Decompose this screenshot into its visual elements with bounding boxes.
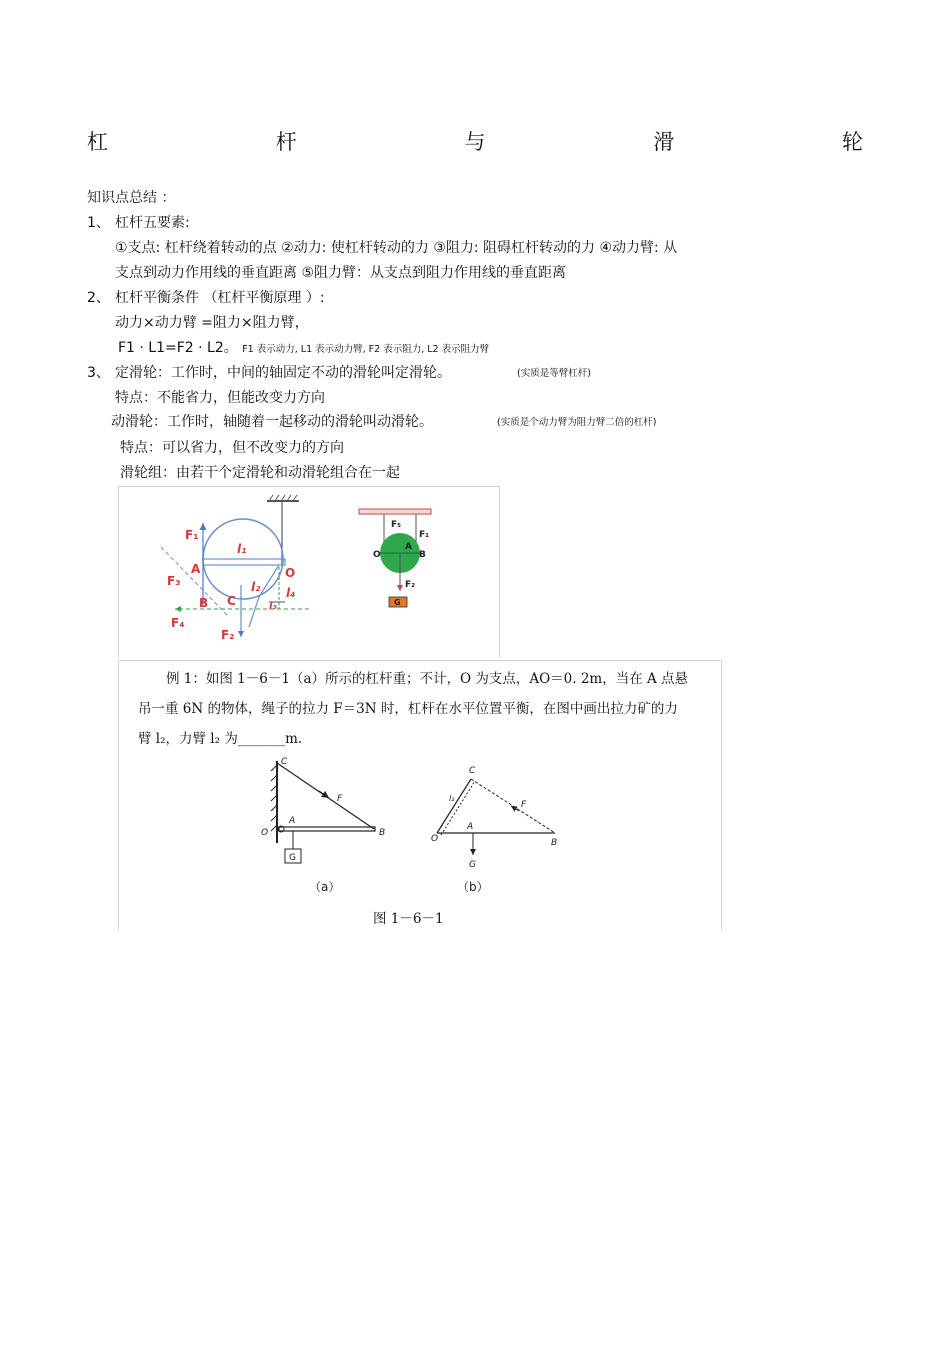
title-char: 杠 — [87, 130, 108, 154]
example-line1: 例 1：如图 1－6－1（a）所示的杠杆重；不计，O 为支点，AO＝0. 2m，当在 A 点悬 — [166, 671, 689, 687]
label-l3: l₃ — [269, 601, 277, 612]
fixed-pulley-feature: 特点：不能省力，但能改变力方向 — [115, 390, 325, 406]
section-2-title: 杠杆平衡条件 （杠杆平衡原理 ）: — [115, 290, 325, 306]
label-a-a: A — [289, 816, 296, 826]
pulley-label-o: O — [373, 550, 381, 560]
rope-b — [471, 779, 555, 833]
pulley-label-g: G — [394, 598, 401, 607]
example-figure — [118, 660, 722, 931]
force-f-arrow-a — [319, 791, 329, 798]
label-f4: F₄ — [171, 616, 185, 630]
title-char: 轮 — [842, 130, 863, 154]
pulley-label-f2: F₂ — [405, 580, 416, 590]
label-f1: F₁ — [185, 528, 199, 542]
movable-pulley-note: (实质是个动力臂为阻力臂二倍的杠杆) — [497, 417, 657, 428]
label-f2: F₂ — [221, 628, 235, 642]
pulley-label-f1: F₁ — [419, 530, 430, 540]
label-c-b: C — [469, 766, 476, 776]
balance-formula — [118, 337, 489, 357]
example-line3: 臂 l₂，力臂 l₂ 为_______m. — [138, 731, 303, 747]
label-b-a: B — [379, 828, 386, 838]
fixed-pulley-def: 定滑轮：工作时，中间的轴固定不动的滑轮叫定滑轮。 — [115, 365, 451, 381]
section-1-line1: ①支点: 杠杆绕着转动的点 ②动力: 使杠杆转动的力 ③阻力: 阻碍杠杆转动的力 ④动力臂: 从 — [115, 240, 678, 256]
balance-equation: 动力×动力臂 =阻力×阻力臂， — [115, 315, 309, 331]
label-f-a: F — [337, 794, 343, 804]
pulley-block-def: 滑轮组：由若干个定滑轮和动滑轮组合在一起 — [120, 465, 400, 481]
lever-arm — [249, 565, 279, 627]
label-c: C — [227, 594, 236, 608]
summary-heading: 知识点总结 ： — [87, 190, 176, 206]
pulley-label-f5: F₅ — [391, 520, 402, 530]
label-l2-b: l₂ — [449, 794, 455, 803]
label-o: O — [285, 566, 296, 580]
movable-pulley-feature: 特点：可以省力，但不改变力的方向 — [120, 440, 344, 456]
lever-a — [279, 827, 375, 831]
rod-oc-b — [437, 779, 474, 833]
example-line2: 吊一重 6N 的物体，绳子的拉力 F＝3N 时，杠杆在水平位置平衡，在图中画出拉力矿的力 — [138, 701, 678, 717]
lever-example-svg — [259, 751, 579, 931]
label-l1: l₁ — [237, 542, 247, 556]
label-c-a: C — [281, 757, 288, 767]
label-f-b: F — [521, 800, 527, 810]
label-o-b: O — [431, 834, 439, 844]
pulley-ceiling — [359, 509, 431, 514]
formula-text: F1 · L1=F2 · L2。 — [118, 340, 238, 356]
label-b: B — [199, 596, 209, 610]
section-3-number: 3、 — [87, 365, 110, 381]
caption-b: （b） — [457, 880, 489, 894]
section-2-number: 2、 — [87, 290, 110, 306]
pulley-label-b: B — [419, 550, 426, 560]
label-a: A — [191, 562, 201, 576]
fixed-pulley-note: (实质是等臂杠杆) — [517, 368, 591, 379]
lever-diagrams-svg — [119, 487, 499, 657]
caption-a: （a） — [309, 880, 341, 894]
lever-bar — [203, 559, 285, 565]
title-char: 与 — [464, 130, 486, 154]
section-1-number: 1、 — [87, 215, 110, 231]
label-l2: l₂ — [251, 580, 261, 594]
formula-notes: F1 表示动力, L1 表示动力臂, F2 表示阻力, L2 表示阻力臂 — [242, 344, 490, 355]
figure-caption: 图 1－6－1 — [373, 911, 444, 927]
label-f3: F₃ — [167, 574, 181, 588]
pulley-label-a: A — [405, 542, 412, 552]
label-g-b: G — [469, 860, 476, 870]
label-a-b: A — [467, 822, 474, 832]
label-g-a: G — [289, 853, 296, 863]
section-1-title: 杠杆五要素: — [115, 215, 190, 231]
title-char: 滑 — [653, 130, 675, 154]
label-l4: l₄ — [286, 586, 296, 600]
lever-pulley-figure — [118, 486, 500, 657]
page-title — [87, 126, 863, 156]
label-o-a: O — [261, 828, 269, 838]
movable-pulley-def: 动滑轮：工作时，轴随着一起移动的滑轮叫动滑轮。 — [111, 414, 433, 430]
label-b-b: B — [551, 838, 558, 848]
title-char: 杆 — [275, 130, 297, 154]
section-1-line2: 支点到动力作用线的垂直距离 ⑤阻力臂：从支点到阻力作用线的垂直距离 — [115, 265, 566, 281]
